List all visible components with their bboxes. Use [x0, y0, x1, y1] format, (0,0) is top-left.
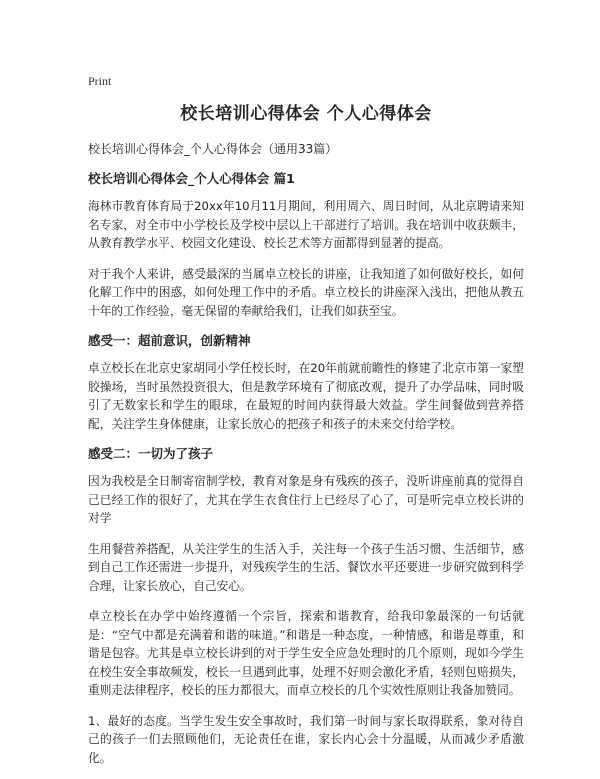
- section-heading: 感受二：一切为了孩子: [88, 446, 214, 461]
- paragraph: 生用餐营养搭配，从关注学生的生活入手，关注每一个孩子生活习惯、生活细节，感到自己工作还需进一步提升，对残疾学生的生活、餐饮水平还要进一步研究做到科学合理，让家长放心，自己安心。: [88, 541, 524, 593]
- paragraph: 1、最好的态度。当学生发生安全事故时，我们第一时间与家长取得联系，象对待自己的孩子一们去照顾他们，无论责任在谁，家长内心会十分温暖，从而减少矛盾激化。: [88, 713, 524, 765]
- paragraph: 卓立校长在北京史家胡同小学任校长时，在20年前就前瞻性的修建了北京市第一家塑胶操场，当时虽然投资很大，但是教学环境有了彻底改观，提升了办学品味，同时吸引了无数家长和学生的眼球，在最短的时间内获得最大效益。学生间餐做到营养搭配，关注学生身体健康，让家长放心的把孩子和孩子的未来交付给学校。: [88, 361, 524, 431]
- paragraph: 因为我校是全日制寄宿制学校，教育对象是身有残疾的孩子，没听讲座前真的觉得自己已经工作的很好了，尤其在学生衣食住行上已经尽了心了，可是听完卓立校长讲的对学: [88, 474, 524, 525]
- section-3: [88, 445, 524, 767]
- paragraph: 卓立校长在办学中始终遵循一个宗旨，探索和谐教育，给我印象最深的一句话就是：“空气中都是充满着和谐的味道。”和谐是一种态度，一种情感，和谐是尊重，和谐是包容。尤其是卓立校长讲到的对于学生安全应急处理时的几个原则，现如今学生在校生安全事故频发，校长一旦遇到此事，处理不好则会激化矛盾，轻则包赔损失，重则走法律程序，校长的压力都很大，而卓立校长的几个实效性原则让我备加赞同。: [88, 609, 524, 697]
- document-page: [88, 70, 524, 779]
- document-title: 校长培训心得体会 个人心得体会: [180, 104, 432, 124]
- section-heading: 校长培训心得体会_个人心得体会 篇1: [88, 171, 295, 186]
- section-1: [88, 170, 524, 320]
- section-heading: 感受一：超前意识，创新精神: [88, 333, 251, 348]
- print-link[interactable]: Print: [88, 74, 112, 88]
- paragraph: 海林市教育体育局于20xx年10月11月期间，利用周六、周日时间，从北京聘请来知名专家，对全市中小学校长及学校中层以上干部进行了培训。我在培训中收获颇丰，从教育教学水平、校园文化建设、校长艺术等方面都得到显著的提高。: [88, 199, 524, 250]
- paragraph: 对于我个人来讲，感受最深的当属卓立校长的讲座，让我知道了如何做好校长，如何化解工作中的困惑，如何处理工作中的矛盾。卓立校长的讲座深入浅出，把他从教五十年的工作经验，毫无保留的奉献给我们，让我们如获至宝。: [88, 266, 524, 318]
- section-2: [88, 332, 524, 433]
- document-subtitle: 校长培训心得体会_个人心得体会（通用33篇）: [88, 142, 338, 156]
